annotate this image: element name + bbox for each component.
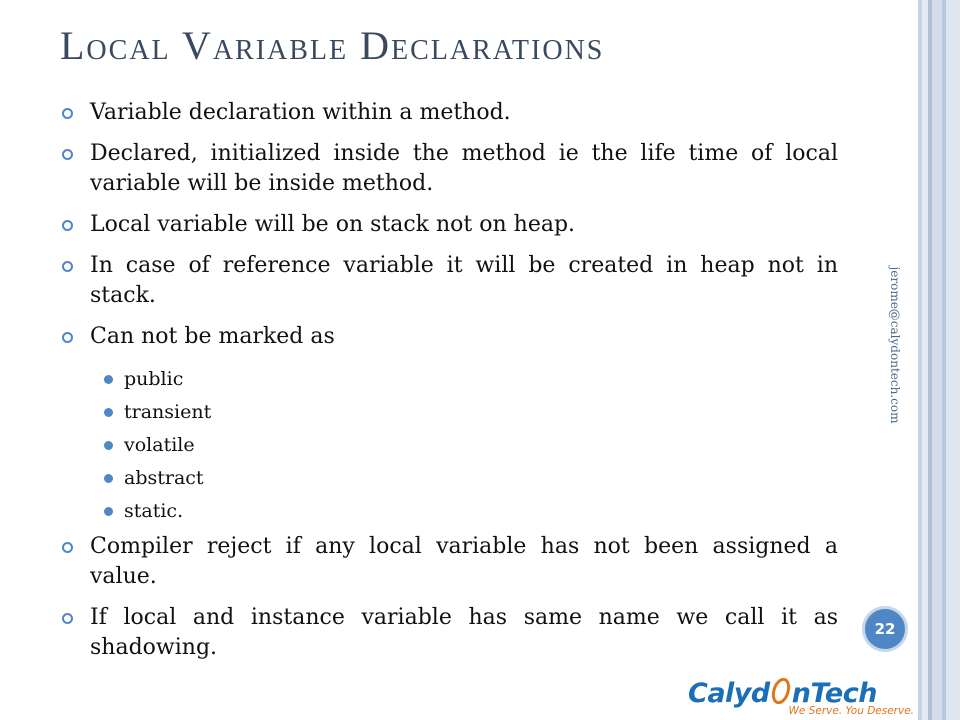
- dot-bullet-icon: [104, 441, 113, 450]
- dot-bullet-icon: [104, 474, 113, 483]
- logo-name-part2: nTech: [791, 678, 877, 709]
- dot-bullet-icon: [104, 507, 113, 516]
- sub-bullet-item: [62, 363, 838, 396]
- bullet-item: [62, 98, 838, 128]
- sub-bullet-item: [62, 396, 838, 429]
- ring-bullet-icon: [62, 332, 73, 343]
- ring-bullet-icon: [62, 149, 73, 160]
- bullet-item: [62, 139, 838, 199]
- sub-bullet-text: static.: [124, 500, 184, 522]
- sub-bullet-text: volatile: [124, 434, 195, 456]
- bullet-text: Variable declaration within a method.: [90, 100, 511, 125]
- bullet-text: Can not be marked as: [90, 324, 335, 349]
- ring-bullet-icon: [62, 220, 73, 231]
- page-number-badge: [862, 606, 908, 652]
- sub-bullet-item: [62, 429, 838, 462]
- bullet-item: [62, 532, 838, 592]
- bullet-item: [62, 251, 838, 311]
- bullet-text: Local variable will be on stack not on heap.: [90, 212, 576, 237]
- sub-bullet-text: abstract: [124, 467, 204, 489]
- ring-bullet-icon: [62, 542, 73, 553]
- dot-bullet-icon: [104, 375, 113, 384]
- page-number: 22: [874, 620, 896, 638]
- ring-bullet-icon: [62, 261, 73, 272]
- decor-stripe: [946, 0, 960, 720]
- bullet-text: Declared, initialized inside the method ie the life time of local variable will be inside method.: [90, 141, 838, 196]
- logo-o-swoosh-icon: [770, 676, 792, 706]
- bullet-item: [62, 322, 838, 352]
- logo-tagline: We Serve. You Deserve.: [788, 705, 914, 717]
- sub-bullet-item: [62, 462, 838, 495]
- bullet-item: [62, 603, 838, 663]
- bullet-list: [62, 98, 838, 674]
- company-logo: [688, 672, 918, 720]
- ring-bullet-icon: [62, 613, 73, 624]
- bullet-text: Compiler reject if any local variable has not been assigned a value.: [90, 534, 838, 589]
- sub-bullet-text: public: [124, 368, 184, 390]
- sub-bullet-text: transient: [124, 401, 212, 423]
- ring-bullet-icon: [62, 108, 73, 119]
- dot-bullet-icon: [104, 408, 113, 417]
- logo-name-part1: Calyd: [688, 678, 770, 709]
- bullet-item: [62, 210, 838, 240]
- slide-title: Local Variable Declarations: [60, 23, 605, 68]
- logo-wordmark: [688, 672, 877, 709]
- bullet-text: In case of reference variable it will be created in heap not in stack.: [90, 253, 838, 308]
- sub-bullet-list: [62, 363, 838, 528]
- decor-stripe: [932, 0, 942, 720]
- side-email: jerome@calydontech.com: [888, 266, 902, 424]
- bullet-text: If local and instance variable has same name we call it as shadowing.: [90, 605, 838, 660]
- sub-bullet-item: [62, 495, 838, 528]
